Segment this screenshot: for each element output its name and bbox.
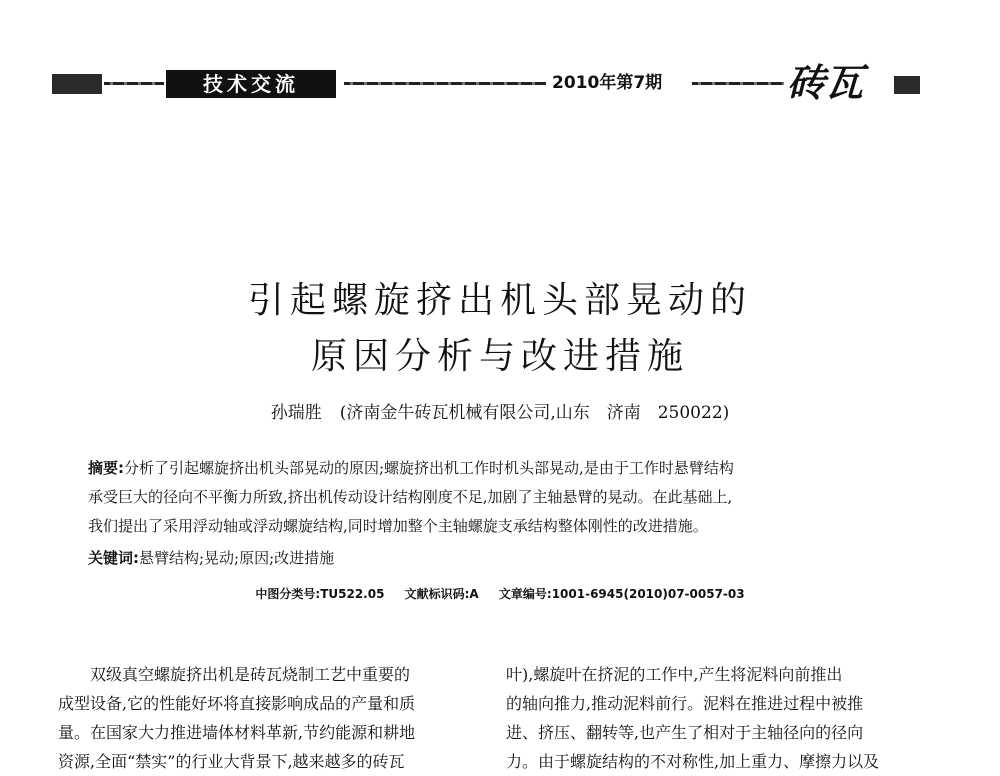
header-rule-3: [692, 82, 784, 85]
abstract: [88, 454, 918, 541]
body-column-left: [58, 660, 470, 776]
abstract-line-1: [88, 454, 918, 483]
author-name: 孙瑞胜: [270, 403, 322, 423]
body-right-line: 的轴向推力,推动泥料前行。泥料在推进过程中被推: [506, 694, 864, 713]
body-left-line: 资源,全面“禁实”的行业大背景下,越来越多的砖瓦: [58, 752, 405, 771]
journal-header: [52, 60, 920, 105]
classification-line: [0, 585, 1000, 602]
header-rule-2: [344, 82, 546, 85]
body-left-line: 量。在国家大力推进墙体材料革新,节约能源和耕地: [58, 723, 416, 742]
keywords-text: 悬臂结构;晃动;原因;改进措施: [139, 549, 335, 567]
author-line: [0, 398, 1000, 423]
journal-brand-logo: 砖瓦: [787, 60, 864, 105]
abstract-line-2: 承受巨大的径向不平衡力所致,挤出机传动设计结构刚度不足,加剧了主轴悬臂的晃动。在此基础上,: [88, 488, 733, 506]
header-right-ornament: [894, 76, 920, 94]
article-title-line-1: 引起螺旋挤出机头部晃动的: [247, 280, 752, 321]
keywords: [88, 547, 334, 568]
header-rule-1: [104, 82, 164, 85]
body-left-line: 双级真空螺旋挤出机是砖瓦烧制工艺中重要的: [90, 665, 411, 684]
abstract-label: 摘要:: [88, 459, 124, 477]
article-number: 文章编号:1001-6945(2010)07-0057-03: [498, 587, 745, 601]
header-left-ornament: [52, 74, 102, 94]
clc-number: 中图分类号:TU522.05: [255, 587, 385, 601]
body-left-line: 成型设备,它的性能好坏将直接影响成品的产量和质: [58, 694, 416, 713]
section-tag: 技术交流: [166, 70, 336, 98]
issue-label: 2010年第7期: [552, 73, 663, 93]
body-column-right: [506, 660, 918, 776]
abstract-line-3: 我们提出了采用浮动轴或浮动螺旋结构,同时增加整个主轴螺旋支承结构整体刚性的改进措施。: [88, 517, 708, 535]
body-right-line: 叶),螺旋叶在挤泥的工作中,产生将泥料向前推出: [506, 665, 843, 684]
body-right-line: 力。由于螺旋结构的不对称性,加上重力、摩擦力以及: [506, 752, 880, 771]
document-code: 文献标识码:A: [404, 587, 479, 601]
article-title-line-2: 原因分析与改进措施: [310, 336, 689, 377]
abstract-text-1: 分析了引起螺旋挤出机头部晃动的原因;螺旋挤出机工作时机头部晃动,是由于工作时悬臂结构: [124, 459, 734, 477]
author-affiliation: (济南金牛砖瓦机械有限公司,山东 济南 250022): [339, 403, 730, 423]
keywords-label: 关键词:: [88, 549, 139, 567]
body-right-line: 进、挤压、翻转等,也产生了相对于主轴径向的径向: [506, 723, 864, 742]
